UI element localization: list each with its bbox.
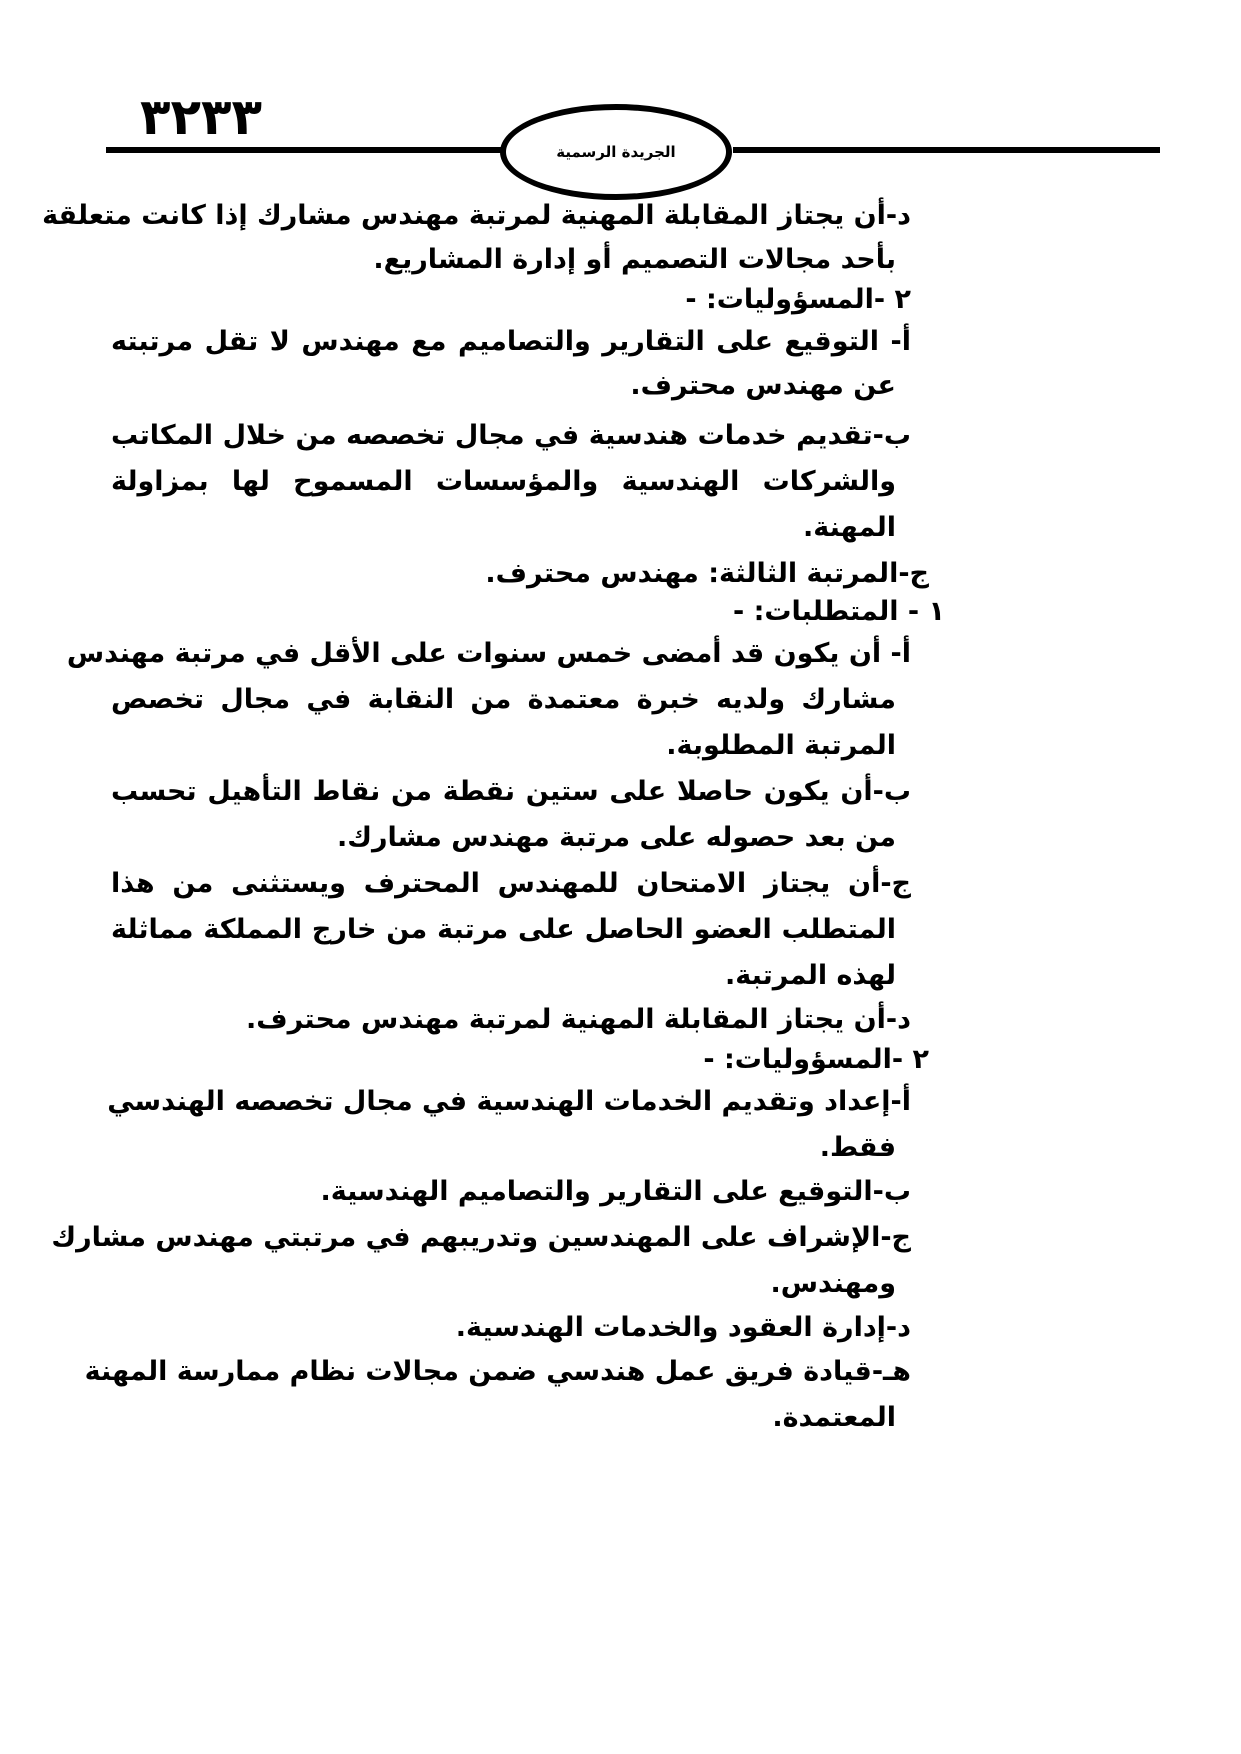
req-a-line-1: أ- أن يكون قد أمضى خمس سنوات على الأقل في مرتبة مهندس xyxy=(66,638,911,669)
req-d-line-1: د-أن يجتاز المقابلة المهنية لمرتبة مهندس محترف. xyxy=(246,1004,911,1035)
resp2-b-line-1: ب-التوقيع على التقارير والتصاميم الهندسية. xyxy=(320,1176,911,1207)
req-a-line-3: المرتبة المطلوبة. xyxy=(666,730,896,761)
resp2-a-line-2: فقط. xyxy=(819,1132,896,1163)
requirements-heading: ١ - المتطلبات: - xyxy=(732,596,945,627)
req-c-line-2: المتطلب العضو الحاصل على مرتبة من خارج المملكة مماثلة xyxy=(111,914,896,945)
req-c-line-3: لهذه المرتبة. xyxy=(725,960,896,991)
responsibilities-heading: ٢ -المسؤوليات: - xyxy=(685,284,911,315)
page-number: ٣٢٣٣ xyxy=(140,88,263,146)
item-d-line-2: بأحد مجالات التصميم أو إدارة المشاريع. xyxy=(373,244,896,275)
resp2-c-line-1: ج-الإشراف على المهندسين وتدريبهم في مرتبتي مهندس مشارك xyxy=(51,1222,911,1253)
req-b-line-2: من بعد حصوله على مرتبة مهندس مشارك. xyxy=(336,822,896,853)
req-b-line-1: ب-أن يكون حاصلا على ستين نقطة من نقاط التأهيل تحسب xyxy=(111,776,911,807)
rank-three-heading: ج-المرتبة الثالثة: مهندس محترف. xyxy=(485,558,929,589)
item-d-line-1: د-أن يجتاز المقابلة المهنية لمرتبة مهندس مشارك إذا كانت متعلقة xyxy=(42,200,911,231)
header-rule-right xyxy=(733,147,1160,153)
resp2-d-line-1: د-إدارة العقود والخدمات الهندسية. xyxy=(455,1312,911,1343)
resp-b-line-1: ب-تقديم خدمات هندسية في مجال تخصصه من خلال المكاتب xyxy=(111,420,911,451)
resp2-e-line-1: هـ-قيادة فريق عمل هندسي ضمن مجالات نظام ممارسة المهنة xyxy=(84,1356,911,1387)
gazette-title: الجريدة الرسمية xyxy=(556,143,676,161)
resp2-c-line-2: ومهندس. xyxy=(770,1268,896,1299)
header-rule-left xyxy=(106,147,506,153)
resp-a-line-1: أ- التوقيع على التقارير والتصاميم مع مهندس لا تقل مرتبته xyxy=(111,326,911,357)
resp2-e-line-2: المعتمدة. xyxy=(772,1402,896,1433)
resp2-a-line-1: أ-إعداد وتقديم الخدمات الهندسية في مجال تخصصه الهندسي xyxy=(107,1086,911,1117)
req-c-line-1: ج-أن يجتاز الامتحان للمهندس المحترف ويستثنى من هذا xyxy=(111,868,911,899)
gazette-title-oval xyxy=(500,104,732,200)
resp-b-line-3: المهنة. xyxy=(803,512,896,543)
responsibilities-heading-2: ٢ -المسؤوليات: - xyxy=(703,1044,929,1075)
req-a-line-2: مشارك ولديه خبرة معتمدة من النقابة في مجال تخصص xyxy=(111,684,896,715)
resp-b-line-2: والشركات الهندسية والمؤسسات المسموح لها بمزاولة xyxy=(111,466,896,497)
resp-a-line-2: عن مهندس محترف. xyxy=(630,370,896,401)
